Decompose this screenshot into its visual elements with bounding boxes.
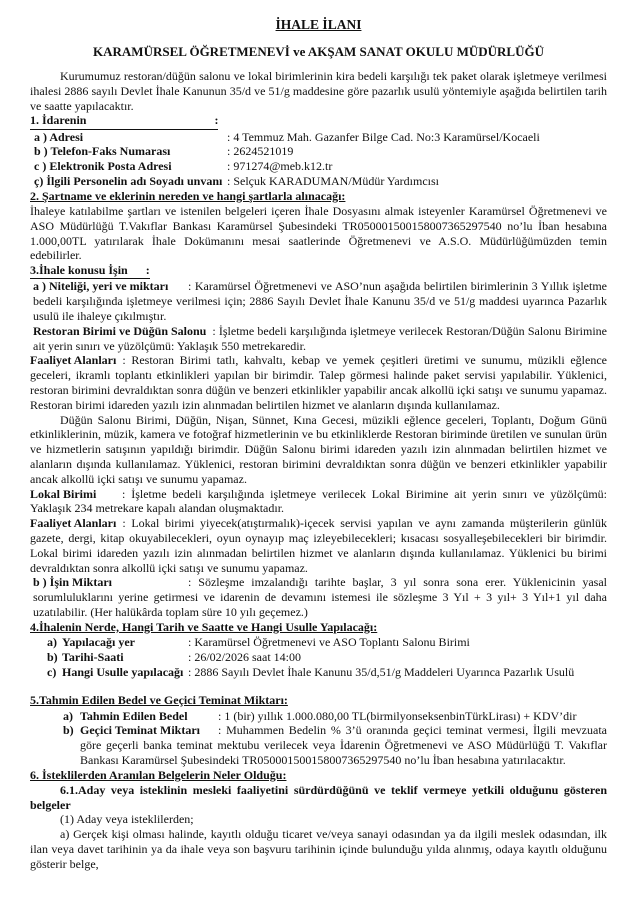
s1-row-phone xyxy=(30,144,607,159)
s3-lead-work-amount: b ) İşin Miktarı xyxy=(33,575,113,590)
s3-para-restaurant-activities xyxy=(30,353,607,412)
s1-label-email: c ) Elektronik Posta Adresi xyxy=(34,159,172,174)
s4-value-method: : 2886 Sayılı Devlet İhale Kanunu 35/d,51/g Maddeleri Uyarınca Pazarlık Usulü xyxy=(188,664,575,679)
section3-heading-underline xyxy=(30,263,150,279)
s6-para-real-person: a) Gerçek kişi olması halinde, kayıtlı olduğu ticaret ve/veya sanayi odasından ya da ilgili meslek odasından, ilk ilan veya davet tarihinin ya da ihale veya son başvuru tarihinin içinde bulunduğu yılda alınmış, odaya kayıtlı olduğunu gösterir belge, xyxy=(30,827,607,871)
section1-heading-colon: : xyxy=(214,113,219,128)
section2-heading: 2. Şartname ve eklerinin nereden ve hangi şartlarla alınacağı: xyxy=(30,188,346,203)
s4-marker-c: c) xyxy=(47,664,57,679)
s6-subheading: 6.1.Aday veya isteklinin mesleki faaliyetini sürdürdüğünü ve teklif vermeye yetkili olduğunu gösteren belgeler xyxy=(30,782,607,812)
s1-value-address: : 4 Temmuz Mah. Gazanfer Bilge Cad. No:3 Karamürsel/Kocaeli xyxy=(227,129,540,144)
s1-value-email: : 971274@meb.k12.tr xyxy=(227,159,333,174)
s4-label-datetime: Tarihi-Saati xyxy=(62,649,124,664)
doc-subtitle: KARAMÜRSEL ÖĞRETMENEVİ ve AKŞAM SANAT OKULU MÜDÜRLÜĞÜ xyxy=(93,44,544,59)
s3-para-restaurant-unit xyxy=(30,324,607,354)
s4-row-method xyxy=(30,665,607,680)
section3-heading xyxy=(30,263,607,279)
s5-value-estimated-price: : 1 (bir) yıllık 1.000.080,00 TL(birmilyonseksenbinTürkLirası) + KDV’dir xyxy=(218,708,577,723)
section1-heading-text: 1. İdarenin xyxy=(30,113,87,128)
section1-heading-underline xyxy=(30,113,218,129)
s4-label-place: Yapılacağı yer xyxy=(62,634,135,649)
section4-heading: 4.İhalenin Nerde, Hangi Tarih ve Saatte ve Hangi Usulle Yapılacağı: xyxy=(30,619,378,634)
s3-para-wedding-hall xyxy=(30,413,607,487)
s4-row-datetime xyxy=(30,650,607,665)
s3-para-lokal-unit xyxy=(30,487,607,517)
s4-label-method: Hangi Usulle yapılacağı xyxy=(62,664,184,679)
section3-heading-colon: : xyxy=(145,263,150,278)
intro-paragraph: Kurumumuz restoran/düğün salonu ve lokal birimlerinin kira bedeli karşılığı tek paket olarak işletmeye verilmesi ihalesi 2886 sayılı Devlet İhale Kanunun 35/d ve 51/g maddesine göre pazarlık usulü yöntemiyle aşağıda belirtilen tarih ve saatte yapılacaktır. xyxy=(30,69,607,113)
s3-text-lokal-activities: : Lokal birimi yiyecek(atıştırmalık)-içecek servisi yapılan ve aynı zamanda müşterilerin günlük gazete, dergi, kitap okuyabilecekleri, oyun oynayıp maç izleyebilecekleri; kısacası sosyalleşebilecekleri bir birimdir. Lokal birimi idareden yazılı izin alınmadan belirtilen hizmet ve alanların dışında kullanılamaz. Yüklenici bu birimi devraldıktan sonra alkollü içki satışı ve sunumu yapamaz. xyxy=(30,516,607,575)
s4-value-place: : Karamürsel Öğretmenevi ve ASO Toplantı Salonu Birimi xyxy=(188,634,470,649)
s5-row-estimated-price xyxy=(30,709,607,724)
s1-row-address xyxy=(30,130,607,145)
s4-row-place xyxy=(30,635,607,650)
section5-heading: 5.Tahmin Edilen Bedel ve Geçici Teminat Miktarı: xyxy=(30,693,288,708)
section3-heading-text: 3.İhale konusu İşin xyxy=(30,263,128,278)
s1-value-phone: : 2624521019 xyxy=(227,144,294,159)
s3-text-nature: : Karamürsel Öğretmenevi ve ASO’nun aşağıda belirtilen birimlerinin 3 Yıllık işletme bedeli karşılığında işletmeye verilmesi için; 2886 Sayılı Devlet İhale Kanunu 35/d ve 51/g maddesi uyarınca Pazarlık usulü ile ihaleye çıkılmıştır. xyxy=(33,279,607,323)
s1-label-address: a ) Adresi xyxy=(34,129,84,144)
s3-lead-nature: a ) Niteliği, yeri ve miktarı xyxy=(33,279,169,294)
s1-value-contact-person: : Selçuk KARADUMAN/Müdür Yardımcısı xyxy=(227,173,440,188)
section6-heading: 6. İsteklilerden Aranılan Belgelerin Neler Olduğu: xyxy=(30,767,287,782)
s4-value-datetime: : 26/02/2026 saat 14:00 xyxy=(188,649,301,664)
s3-text-wedding-hall: Düğün Salonu Birimi, Düğün, Nişan, Sünnet, Kına Gecesi, müzikli eğlence geceleri, Toplantı, Doğum Günü etkinliklerinin, müzik, kamera ve fotoğraf hizmetlerinin ve bu etkinliklerde Restoran biriminde üretilen ve sunulan ürün ve hizmetlerin satışının yapıldığı birimdir. Düğün Salonu birimi idareden yazılı izin alınmadan belirtilen hizmet ve alanların dışında kullanılamaz. Yüklenici, restoran birimini devraldıktan sonra düğün ve benzeri etkinlikler yapabilir ancak alkollü içki satışı ve sunumu yapamaz. xyxy=(30,412,607,486)
s1-row-email xyxy=(30,159,607,174)
s4-marker-a: a) xyxy=(47,634,57,649)
s6-para-candidates: (1) Aday veya isteklilerden; xyxy=(60,812,194,827)
s3-lead-lokal-unit: Lokal Birimi xyxy=(30,486,97,501)
s3-text-restaurant-unit: : İşletme bedeli karşılığında işletmeye verilecek Restoran/Düğün Salonu Birimine ait yerin sınırı ve yüzölçümü: Yaklaşık 550 metrekaredir. xyxy=(33,323,607,353)
s5-row-temporary-guarantee xyxy=(30,723,607,767)
s1-row-contact-person xyxy=(30,174,607,189)
section1-heading xyxy=(30,113,607,129)
s3-lead-restaurant-activities: Faaliyet Alanları xyxy=(30,353,117,368)
s4-marker-b: b) xyxy=(47,649,58,664)
doc-title-text: İHALE İLANI xyxy=(275,17,362,32)
s1-label-phone: b ) Telefon-Faks Numarası xyxy=(34,144,171,159)
s5-label-temporary-guarantee: Geçici Teminat Miktarı xyxy=(80,723,200,738)
s5-value-temporary-guarantee: : Muhammen Bedelin % 3’ü oranında geçici teminat vermesi, İlgili mevzuata göre geçerli banka teminat mektubu verilecek veya İdarenin Öğretmenevi ve ASO Müdürlüğü T. Vakıflar Bankası Karamürsel Şubesindeki TR050001500158007365297540 no’lu İban hesabına yatırılacaktır. xyxy=(80,723,607,767)
s5-marker-a: a) xyxy=(63,708,73,723)
s3-para-work-amount xyxy=(30,575,607,619)
doc-title xyxy=(30,16,607,33)
s5-label-estimated-price: Tahmin Edilen Bedel xyxy=(80,708,188,723)
s3-text-restaurant-activities: : Restoran Birimi tatlı, kahvaltı, kebap ve yemek çeşitleri üretimi ve sunumu, müzikli eğlence geceleri, ikramlı toplantı etkinlikleri yapılan bir birimdir. Talep görmesi halinde paket servisi yapılabilir. Yüklenici, restoran birimini devraldıktan sonra düğün ve benzeri etkinlikler yapabilir ancak alkollü içki satışı ve sunumu yapamaz. Restoran birimi idareden yazılı izin alınmadan belirtilen hizmet ve alanların dışında kullanılamaz. xyxy=(30,353,607,412)
s3-para-lokal-activities xyxy=(30,516,607,575)
s3-lead-lokal-activities: Faaliyet Alanları xyxy=(30,516,117,531)
s3-text-lokal-unit: : İşletme bedeli karşılığında işletmeye verilecek Lokal Birimine ait yerin sınırı ve yüzölçümü: Yaklaşık 234 metrekare kapalı alandan oluşmaktadır. xyxy=(30,486,607,516)
s3-text-work-amount: : Sözleşme imzalandığı tarihte başlar, 3 yıl sonra sona erer. Yüklenicinin yasal sorumluluklarını yerine getirmesi ve idarenin de devamını istemesi ile sözleşme 3 Yıl + 3 yıl+ 3 Yıl+1 yıl daha uzatılabilir. (Her halükârda toplam süre 10 yılı geçemez.) xyxy=(33,575,607,619)
s3-lead-restaurant-unit: Restoran Birimi ve Düğün Salonu xyxy=(33,323,207,338)
s3-para-nature xyxy=(30,279,607,323)
s5-marker-b: b) xyxy=(63,723,74,738)
s1-label-contact-person: ç) İlgili Personelin adı Soyadı unvanı xyxy=(34,173,223,188)
section2-body: İhaleye katılabilme şartları ve istenilen belgeleri içeren İhale Dosyasını almak isteyenler Karamürsel Öğretmenevi ve ASO Müdürlüğü T.Vakıflar Bankası Karamürsel Şubesindeki TR050001500158007365297540 no’lu İban hesabına 1.000,00TL yatırılarak İhale Dokümanını mesai saatlerinde Öğretmenevi ve A.S.O. Müdürlüğümüzden temin edebilirler. xyxy=(30,203,607,263)
